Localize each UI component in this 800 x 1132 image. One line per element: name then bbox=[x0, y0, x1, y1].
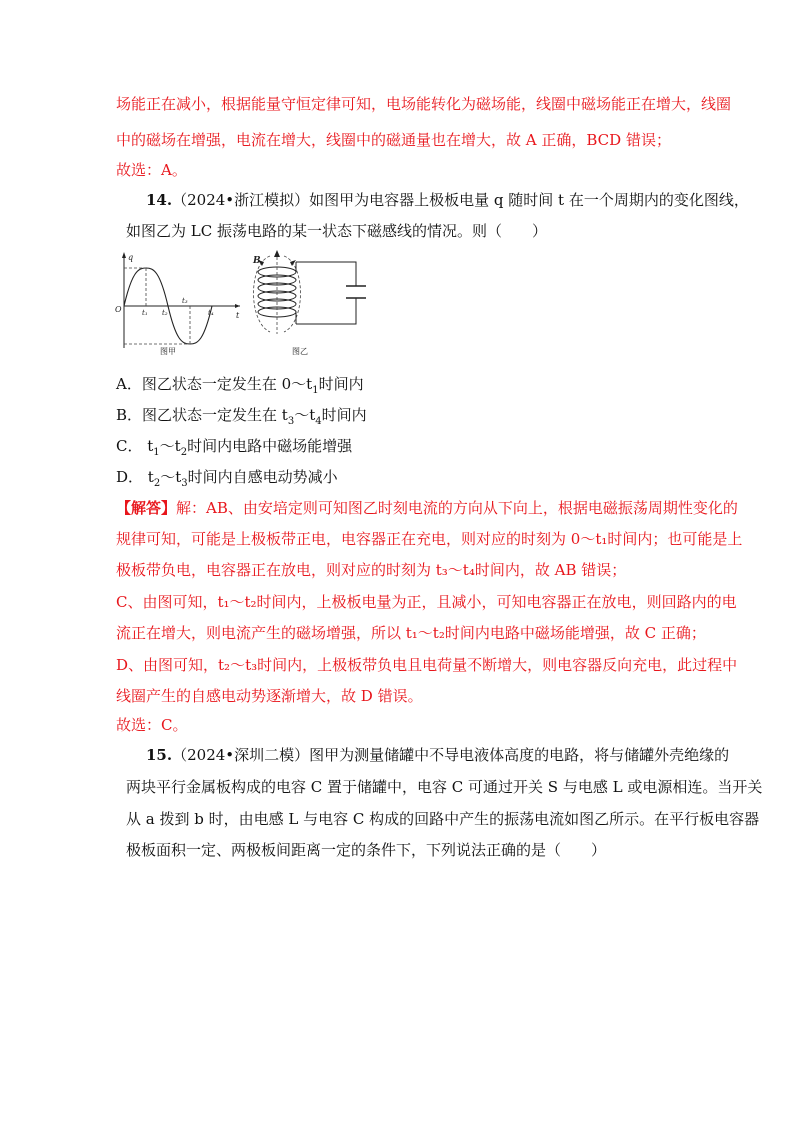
graph-jia bbox=[115, 252, 240, 356]
q14-number: 14. bbox=[146, 191, 173, 209]
answer-tag: 【解答】 bbox=[116, 499, 177, 517]
q14-line-2: 如图乙为 LC 振荡电路的某一状态下磁感线的情况。则（ ） bbox=[126, 222, 547, 240]
t4-label: t₄ bbox=[208, 309, 214, 317]
q14-figure bbox=[112, 248, 382, 360]
t-axis-arrow bbox=[235, 304, 240, 308]
q15-line-1: 15.（2024•深圳二模）图甲为测量储罐中不导电液体高度的电路，将与储罐外壳绝缘的 bbox=[146, 746, 730, 764]
q14-answer-choice: 故选：C。 bbox=[116, 716, 188, 734]
t2-label: t₂ bbox=[162, 309, 168, 317]
q15-number: 15. bbox=[146, 746, 173, 764]
q14-answer-line-1: 【解答】解：AB、由安培定则可知图乙时刻电流的方向从下向上，根据电磁振荡周期性变化的 bbox=[116, 499, 738, 517]
t3-label: t₃ bbox=[182, 297, 188, 305]
prev-answer-choice: 故选：A。 bbox=[116, 161, 187, 179]
q15-line-4: 极板面积一定、两极板间距离一定的条件下，下列说法正确的是（ ） bbox=[126, 841, 607, 859]
q14-line-1-text: （2024•浙江模拟）如图甲为电容器上极板电量 q 随时间 t 在一个周期内的变化图线， bbox=[172, 191, 749, 209]
q14-answer-line-4: C、由图可知，t₁～t₂时间内，上极板电量为正，且减小，可知电容器正在放电，则回路内的电 bbox=[116, 593, 737, 611]
q14-option-d[interactable]: D． $t_2\sim t_3$时间内自感电动势减小 bbox=[116, 468, 338, 489]
q14-answer-line-5: 流正在增大，则电流产生的磁场增强，所以 t₁～t₂时间内电路中磁场能增强，故 C 正确； bbox=[116, 624, 706, 642]
q14-option-a[interactable]: A．图乙状态一定发生在 $0\sim t_1$时间内 bbox=[116, 375, 364, 396]
axis-q-label: q bbox=[128, 253, 134, 262]
axis-t-label: t bbox=[236, 311, 240, 320]
q15-line-3: 从 a 拨到 b 时，由电感 L 与电容 C 构成的回路中产生的振荡电流如图乙所示。在平行板电容器 bbox=[126, 810, 760, 828]
field-arrow-up bbox=[274, 250, 280, 257]
q-axis-arrow bbox=[122, 252, 126, 258]
q14-line-1 bbox=[146, 190, 749, 210]
graph-caption: 图甲 bbox=[160, 347, 176, 356]
coil-caption: 图乙 bbox=[292, 347, 308, 356]
q14-answer-line-7: 线圈产生的自感电动势逐渐增大，故 D 错误。 bbox=[116, 687, 423, 705]
t1-label: t₁ bbox=[142, 309, 148, 317]
q15-line-2: 两块平行金属板构成的电容 C 置于储罐中，电容 C 可通过开关 S 与电感 L 或电源相连。当开关 bbox=[126, 778, 763, 796]
coil-yi bbox=[252, 250, 366, 356]
q14-answer-line-3: 极板带负电，电容器正在放电，则对应的时刻为 t₃～t₄时间内，故 AB 错误； bbox=[116, 561, 627, 579]
circuit-wire bbox=[294, 262, 356, 324]
q14-answer-line-6: D、由图可知，t₂～t₃时间内，上极板带负电且电荷量不断增大，则电容器反向充电，此过程中 bbox=[116, 656, 738, 674]
q14-answer-line-2: 规律可知，可能是上极板带正电，电容器正在充电，则对应的时刻为 0～t₁时间内；也可能是上 bbox=[116, 530, 743, 548]
prev-answer-line-1: 场能正在减小，根据能量守恒定律可知，电场能转化为磁场能，线圈中磁场能正在增大，线圈 bbox=[116, 95, 732, 113]
origin-label: O bbox=[115, 305, 122, 314]
q14-option-c[interactable]: C． $t_1\sim t_2$时间内电路中磁场能增强 bbox=[116, 437, 353, 458]
q14-option-b[interactable]: B．图乙状态一定发生在 $t_3\sim t_4$时间内 bbox=[116, 406, 367, 427]
b-label: B bbox=[253, 256, 261, 266]
prev-answer-line-2: 中的磁场在增强，电流在增大，线圈中的磁通量也在增大，故 A 正确，BCD 错误； bbox=[116, 131, 671, 149]
